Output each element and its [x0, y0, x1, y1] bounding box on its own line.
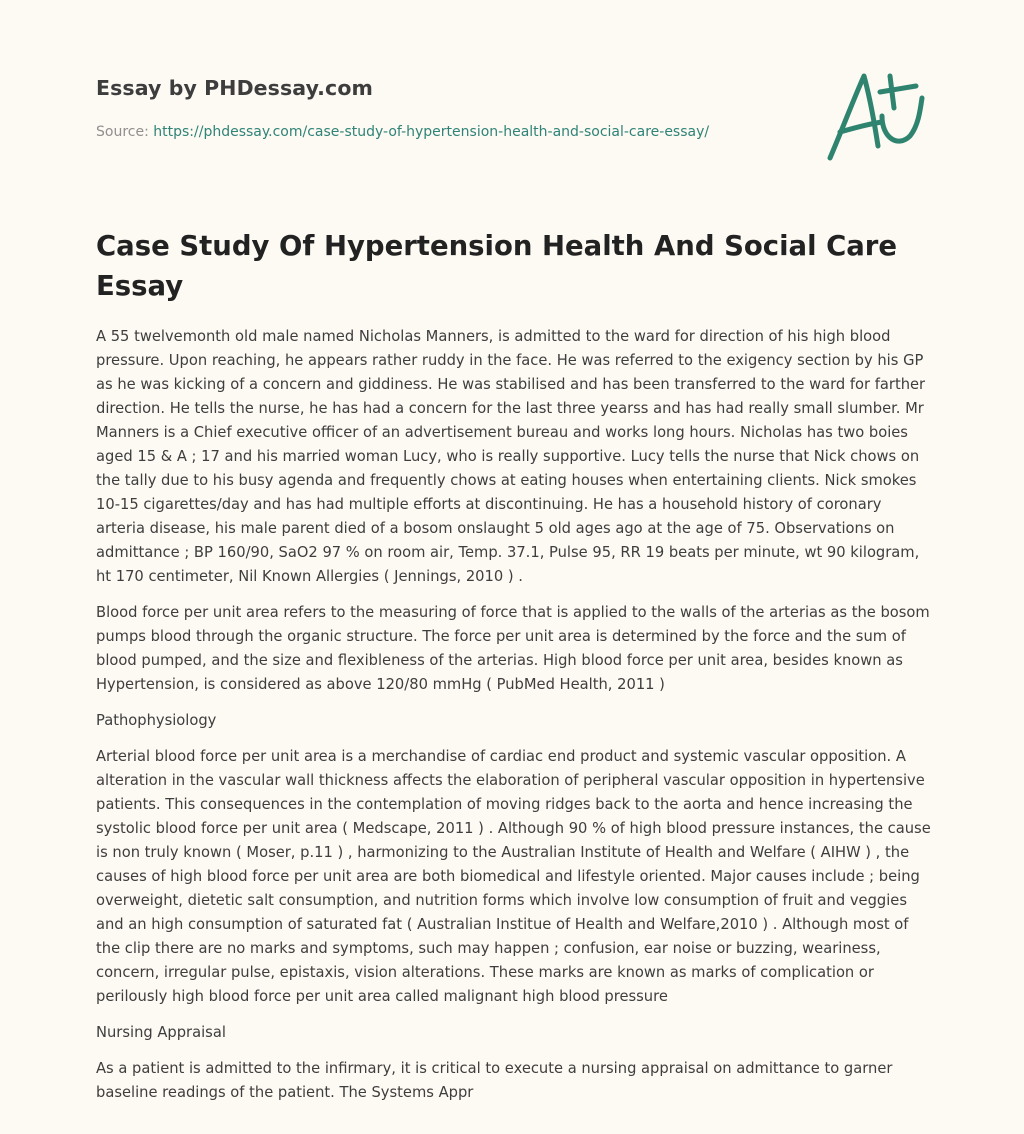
source-line [96, 124, 709, 140]
source-link[interactable]: https://phdessay.com/case-study-of-hypertension-health-and-social-care-essay/ [153, 124, 710, 140]
site-title: Essay by PHDessay.com [96, 76, 373, 100]
section-heading-pathophysiology: Pathophysiology [96, 712, 217, 729]
essay-body [96, 325, 932, 1117]
a-plus-logo-icon [824, 68, 928, 164]
essay-paragraph: A 55 twelvemonth old male named Nicholas Manners, is admitted to the ward for direction of his high blood pressure. Upon reaching, he appears rather ruddy in the face. He was referred to the exigency section by his GP as he was kicking of a concern and giddiness. He was stabilised and has been transferred to the ward for farther direction. He tells the nurse, he has had a concern for the last three yearss and has had really small slumber. Mr Manners is a Chief executive officer of an advertisement bureau and works long hours. Nicholas has two boies aged 15 & A ; 17 and his married woman Lucy, who is really supportive. Lucy tells the nurse that Nick chows on the tally due to his busy agenda and frequently chows at eating houses when entertaining clients. Nick smokes 10-15 cigarettes/day and has had multiple efforts at discontinuing. He has a household history of coronary arteria disease, his male parent died of a bosom onslaught 5 old ages ago at the age of 75. Observations on admittance ; BP 160/90, SaO2 97 % on room air, Temp. 37.1, Pulse 95, RR 19 beats per minute, wt 90 kilogram, ht 170 centimeter, Nil Known Allergies ( Jennings, 2010 ) . [96, 328, 926, 585]
section-heading-nursing-appraisal: Nursing Appraisal [96, 1024, 226, 1041]
essay-paragraph: As a patient is admitted to the infirmary, it is critical to execute a nursing appraisal on admittance to garner baseline readings of the patient. The Systems Appr [96, 1060, 893, 1101]
source-label: Source: [96, 124, 149, 140]
essay-paragraph: Arterial blood force per unit area is a merchandise of cardiac end product and systemic vascular opposition. A alteration in the vascular wall thickness affects the elaboration of peripheral vascular opposition in hypertensive patients. This consequences in the contemplation of moving ridges back to the aorta and hence increasing the systolic blood force per unit area ( Medscape, 2011 ) . Although 90 % of high blood pressure instances, the cause is non truly known ( Moser, p.11 ) , harmonizing to the Australian Institute of Health and Welfare ( AIHW ) , the causes of high blood force per unit area are both biomedical and lifestyle oriented. Major causes include ; being overweight, dietetic salt consumption, and nutrition forms which involve low consumption of fruit and veggies and an high consumption of saturated fat ( Australian Institue of Health and Welfare,2010 ) . Although most of the clip there are no marks and symptoms, such may happen ; confusion, ear noise or buzzing, weariness, concern, irregular pulse, epistaxis, vision alterations. These marks are known as marks of complication or perilously high blood force per unit area called malignant high blood pressure [96, 748, 931, 1005]
essay-title: Case Study Of Hypertension Health And Social Care Essay [96, 230, 898, 302]
essay-paragraph: Blood force per unit area refers to the measuring of force that is applied to the walls of the arterias as the bosom pumps blood through the organic structure. The force per unit area is determined by the force and the sum of blood pumped, and the size and flexibleness of the arterias. High blood force per unit area, besides known as Hypertension, is considered as above 120/80 mmHg ( PubMed Health, 2011 ) [96, 604, 930, 693]
